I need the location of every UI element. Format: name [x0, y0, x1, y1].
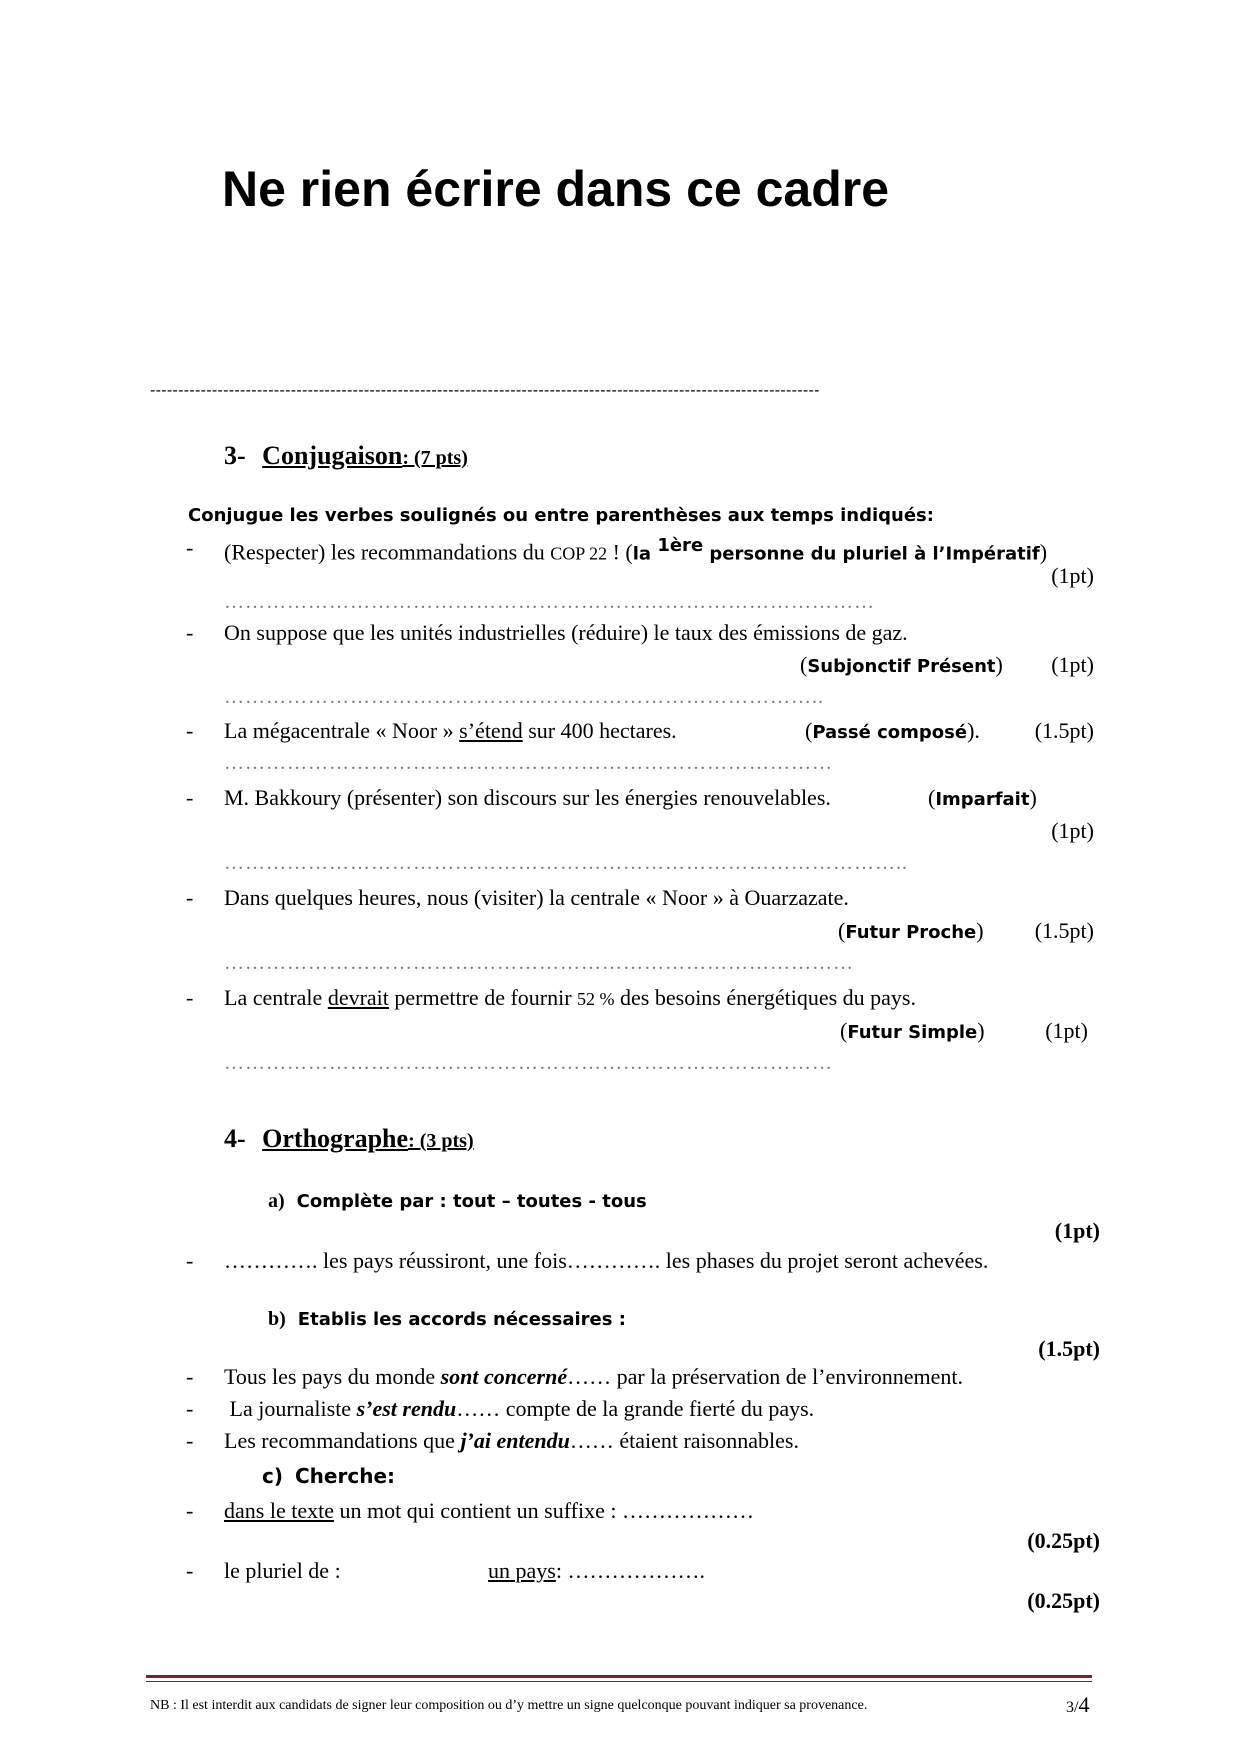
fill-in-line[interactable]: …………. les pays réussiront, une fois…………. les phases du projet seront achevées.: [224, 1248, 989, 1273]
cut-line: -----------------------------------------------------------------------------------------------------------------------: [150, 382, 820, 399]
points-label: (1.5pt): [1034, 718, 1094, 743]
accord-text: …… par la préservation de l’environnement.: [567, 1364, 963, 1389]
bullet: -: [186, 620, 194, 645]
heading-number: 4-: [224, 1124, 246, 1153]
tense-line: (Futur Proche): [838, 918, 984, 943]
heading-title: Conjugaison: [262, 441, 403, 470]
page-number: [1066, 1692, 1089, 1718]
accord-text: Tous les pays du monde: [224, 1364, 441, 1389]
conjugaison-instruction: Conjugue les verbes soulignés ou entre parenthèses aux temps indiqués:: [188, 505, 934, 526]
percent-value: 52 %: [577, 989, 615, 1009]
points-label: (1.5pt): [1034, 918, 1094, 943]
plural-question[interactable]: [488, 1558, 705, 1584]
tense-line: (Subjonctif Présent): [800, 652, 1003, 677]
heading-number: 3-: [224, 441, 246, 470]
underlined-text: dans le texte: [224, 1498, 334, 1523]
answer-line[interactable]: ……………………………………………………………………………: [224, 1052, 833, 1074]
subsection-a-heading: [268, 1190, 647, 1213]
conjugaison-heading: [224, 441, 468, 471]
points-label: (1pt): [1051, 563, 1094, 588]
conj-item-5: Dans quelques heures, nous (visiter) la centrale « Noor » à Ouarzazate.: [224, 885, 849, 910]
bullet: -: [186, 1396, 194, 1421]
answer-line[interactable]: ……………………………………………………………………………: [224, 752, 833, 774]
bullet: -: [186, 985, 194, 1010]
accord-text: …… étaient raisonnables.: [569, 1428, 799, 1453]
sub-label: a): [268, 1190, 285, 1212]
footer-rule-thin: [146, 1681, 1092, 1682]
orthographe-heading: [224, 1124, 474, 1154]
item-text: La mégacentrale « Noor »: [224, 718, 460, 743]
page-total: 4: [1078, 1692, 1090, 1717]
accord-text: Les recommandations que: [224, 1428, 461, 1453]
item-text: sur 400 hectares.: [522, 718, 677, 743]
tense-label: Futur Proche: [845, 922, 977, 943]
conj-item-3: [224, 718, 677, 744]
sub-title: Cherche:: [295, 1464, 395, 1488]
underlined-verb: devrait: [327, 985, 389, 1010]
bullet: -: [186, 885, 194, 910]
item-text: (Respecter) les recommandations du: [224, 539, 551, 565]
cop-label: COP 22: [550, 543, 608, 564]
accord-text: La journaliste: [224, 1396, 357, 1421]
tense-label: Subjonctif Présent: [807, 656, 996, 677]
sub-label: c): [262, 1464, 283, 1488]
heading-points: : (7 pts): [402, 447, 468, 469]
bullet: -: [186, 1428, 194, 1453]
accord-line-3[interactable]: [224, 1428, 799, 1454]
bullet: -: [186, 1498, 194, 1523]
tense-line: (Imparfait): [928, 785, 1037, 810]
answer-line[interactable]: …………………………………………………………………………………: [224, 591, 875, 613]
question-text: : ……………….: [555, 1558, 705, 1583]
item-text: ): [1039, 539, 1048, 565]
conj-item-1: [224, 535, 1047, 565]
accord-text: …… compte de la grande fierté du pays.: [456, 1396, 815, 1421]
heading-points: : (3 pts): [408, 1130, 474, 1152]
accord-verb: s’est rendu: [356, 1396, 457, 1421]
suffix-question[interactable]: [224, 1498, 754, 1524]
footer-note: NB : Il est interdit aux candidats de signer leur composition ou d’y mettre un signe quelconque pouvant indiquer sa provenance.: [150, 1698, 868, 1713]
tense-label: Futur Simple: [847, 1022, 978, 1043]
bullet: -: [186, 1248, 194, 1273]
question-text: un mot qui contient un suffixe : ………………: [333, 1498, 754, 1523]
bullet: -: [186, 785, 194, 810]
sub-title: Complète par : tout – toutes - tous: [296, 1191, 647, 1212]
page-current: 3/: [1066, 1699, 1079, 1716]
accord-verb: sont concerné: [440, 1364, 568, 1389]
tense-label: personne du pluriel à l’Impératif: [703, 543, 1040, 565]
item-text: ! (: [607, 539, 633, 565]
item-text: La centrale: [224, 985, 328, 1010]
footer-rule: [146, 1675, 1092, 1678]
sub-title: Etablis les accords nécessaires :: [297, 1309, 626, 1330]
underlined-verb: s’étend: [459, 718, 523, 743]
conj-item-6: [224, 985, 916, 1011]
points-label: (1pt): [1051, 652, 1094, 677]
tense-line: (Futur Simple): [840, 1018, 985, 1043]
bullet: -: [186, 1558, 194, 1583]
tense-line: (Passé composé).: [805, 718, 980, 743]
points-label: (1pt): [1054, 1218, 1100, 1243]
answer-line[interactable]: ……………………………………………………………………………………..: [224, 852, 908, 874]
subsection-b-heading: [268, 1308, 626, 1331]
tense-label: la: [632, 543, 658, 565]
heading-title: Orthographe: [262, 1124, 409, 1153]
tense-sup: 1ère: [657, 535, 704, 556]
points-label: (1.5pt): [1038, 1336, 1100, 1361]
tense-label: Imparfait: [935, 789, 1030, 810]
answer-line[interactable]: ………………………………………………………………………………: [224, 952, 854, 974]
sub-label: b): [268, 1308, 286, 1330]
banner-title: Ne rien écrire dans ce cadre: [222, 161, 890, 217]
tense-label: Passé composé: [812, 722, 968, 743]
underlined-text: un pays: [488, 1558, 556, 1583]
accord-verb: j’ai entendu: [460, 1428, 570, 1453]
item-text: permettre de fournir: [388, 985, 578, 1010]
plural-question-label: le pluriel de :: [224, 1558, 341, 1583]
conj-item-2: On suppose que les unités industrielles (réduire) le taux des émissions de gaz.: [224, 620, 908, 645]
item-text: des besoins énergétiques du pays.: [614, 985, 916, 1010]
points-label: (1pt): [1045, 1018, 1088, 1043]
accord-line-2[interactable]: [224, 1396, 814, 1422]
answer-line[interactable]: …………………………………………………………………………..: [224, 686, 824, 708]
subsection-c-heading: [262, 1464, 395, 1488]
bullet: -: [186, 1364, 194, 1389]
points-label: (1pt): [1051, 818, 1094, 843]
bullet: -: [186, 535, 194, 560]
points-label: (0.25pt): [1027, 1528, 1100, 1553]
conj-item-4: M. Bakkoury (présenter) son discours sur les énergies renouvelables.: [224, 785, 831, 810]
bullet: -: [186, 718, 194, 743]
points-label: (0.25pt): [1027, 1588, 1100, 1613]
accord-line-1[interactable]: [224, 1364, 963, 1390]
